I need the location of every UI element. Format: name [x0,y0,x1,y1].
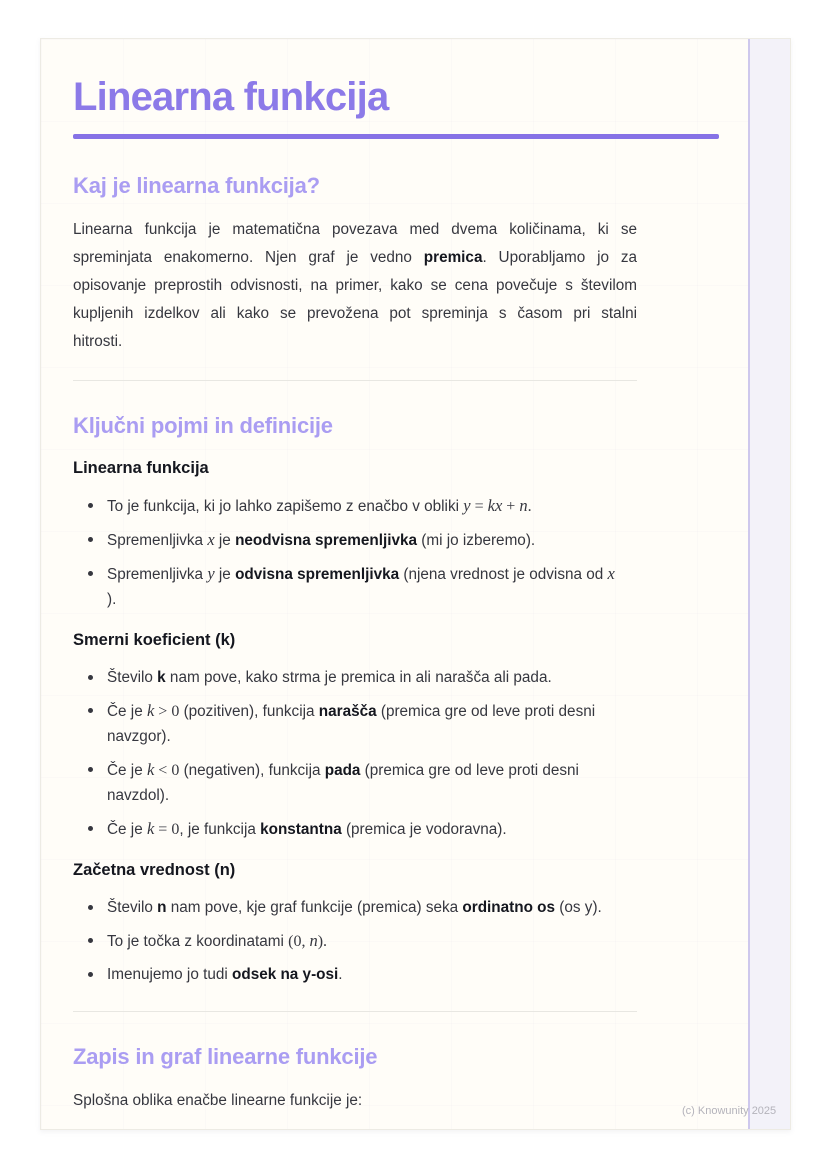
bullet-dot [88,767,93,772]
section-heading-notation-graph: Zapis in graf linearne funkcije [73,1044,378,1069]
bullet-list-linear-function [73,493,637,612]
bullet-item: Število n nam pove, kje graf funkcije (premica) seka ordinatno os (os y). [73,895,637,920]
intro-paragraph: Linearna funkcija je matematična povezava med dvema količinama, ki se spreminjata enakomerno. Njen graf je vedno premica. Uporabljamo jo za opisovanje preprostih odvisnosti, na primer, kako se cena povečuje s številom kupljenih izdelkov ali kako se prevožena pot spreminja s časom pri stalni hitrosti. [73,221,637,350]
subheading-linear-function: Linearna funkcija [73,459,209,477]
bullet-item: To je funkcija, ki jo lahko zapišemo z enačbo v obliki y = kx + n. [73,493,637,519]
bullet-list-slope-coefficient [73,665,637,842]
subheading-slope-coefficient: Smerni koeficient (k) [73,631,236,649]
subheading-initial-value: Začetna vrednost (n) [73,861,236,879]
title-underline [73,134,719,139]
bullet-dot [88,708,93,713]
bullet-item: Imenujemo jo tudi odsek na y-osi. [73,962,637,987]
page-margin-strip [748,39,791,1129]
bullet-item: Če je k < 0 (negativen), funkcija pada (premica gre od leve proti desni navzdol). [73,757,637,808]
bullet-item: Če je k = 0, je funkcija konstantna (premica je vodoravna). [73,816,637,842]
section-heading-key-terms: Ključni pojmi in definicije [73,413,333,438]
copyright-note: (c) Knowunity 2025 [682,1105,777,1117]
page-content [73,39,719,1115]
bullet-dot [88,826,93,831]
bullet-item: Spremenljivka x je neodvisna spremenljivka (mi jo izberemo). [73,527,637,553]
bullet-dot [88,905,93,910]
bullet-item: Če je k > 0 (pozitiven), funkcija narašča (premica gre od leve proti desni navzgor). [73,698,637,749]
section-heading-what-is: Kaj je linearna funkcija? [73,173,320,198]
bullet-item: Število k nam pove, kako strma je premica in ali narašča ali pada. [73,665,637,690]
bullet-dot [88,972,93,977]
bullet-item: Spremenljivka y je odvisna spremenljivka (njena vrednost je odvisna od x ). [73,561,637,612]
bullet-dot [88,675,93,680]
bullet-dot [88,938,93,943]
bullet-dot [88,537,93,542]
bullet-list-initial-value [73,895,637,987]
document-title: Linearna funkcija [73,75,389,119]
bullet-dot [88,503,93,508]
document-page [40,38,791,1130]
closing-paragraph: Splošna oblika enačbe linearne funkcije je: [73,1092,363,1109]
bullet-dot [88,571,93,576]
section-divider [73,1011,637,1012]
section-divider [73,380,637,381]
bullet-item: To je točka z koordinatami (0, n). [73,928,637,954]
